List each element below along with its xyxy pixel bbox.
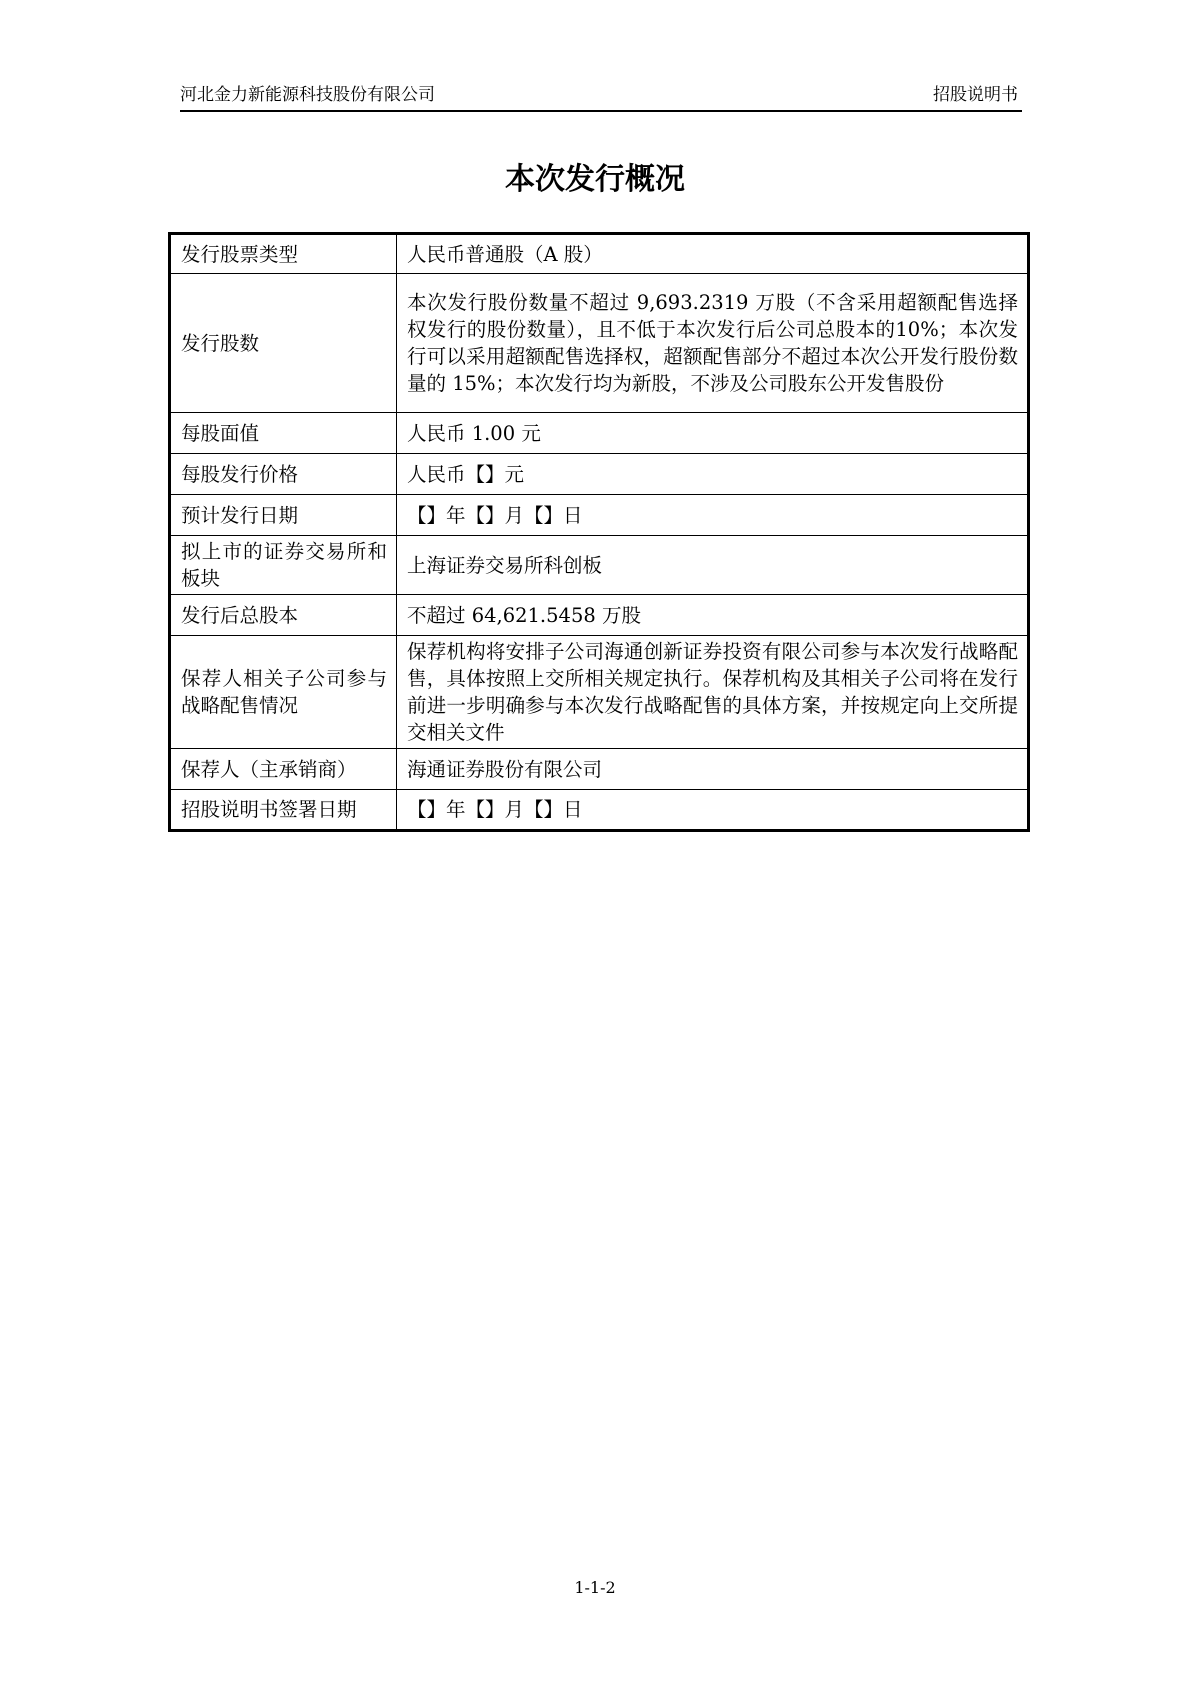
document-type: 招股说明书 [933,85,1018,105]
row-value: 人民币 1.00 元 [397,413,1029,454]
table-row [170,234,1029,274]
table-row [170,413,1029,454]
row-value: 【】年【】月【】日 [397,495,1029,536]
row-value: 人民币普通股（A 股） [397,234,1029,274]
row-label: 发行股数 [170,274,397,413]
table-row [170,790,1029,831]
table-row [170,536,1029,595]
row-label: 每股面值 [170,413,397,454]
page-header [180,84,1022,112]
table-row [170,595,1029,636]
row-label: 保荐人（主承销商） [170,749,397,790]
row-label: 发行后总股本 [170,595,397,636]
row-label: 招股说明书签署日期 [170,790,397,831]
row-label: 每股发行价格 [170,454,397,495]
company-name: 河北金力新能源科技股份有限公司 [180,85,435,105]
row-value: 海通证券股份有限公司 [397,749,1029,790]
row-value: 不超过 64,621.5458 万股 [397,595,1029,636]
row-label: 拟上市的证券交易所和板块 [170,536,397,595]
table-row [170,274,1029,413]
row-label: 发行股票类型 [170,234,397,274]
row-label: 预计发行日期 [170,495,397,536]
row-value: 人民币【】元 [397,454,1029,495]
table-row [170,495,1029,536]
row-label: 保荐人相关子公司参与战略配售情况 [170,636,397,749]
row-value: 上海证券交易所科创板 [397,536,1029,595]
page-title: 本次发行概况 [505,162,685,197]
table-row [170,454,1029,495]
row-value: 本次发行股份数量不超过 9,693.2319 万股（不含采用超额配售选择权发行的股份数量），且不低于本次发行后公司总股本的10%；本次发行可以采用超额配售选择权，超额配售部分不超过本次公开发行股份数量的 15%；本次发行均为新股，不涉及公司股东公开发售股份 [397,274,1029,413]
row-value: 保荐机构将安排子公司海通创新证券投资有限公司参与本次发行战略配售，具体按照上交所相关规定执行。保荐机构及其相关子公司将在发行前进一步明确参与本次发行战略配售的具体方案，并按规定向上交所提交相关文件 [397,636,1029,749]
row-value: 【】年【】月【】日 [397,790,1029,831]
table-row [170,636,1029,749]
table-row [170,749,1029,790]
page-number: 1-1-2 [574,1578,616,1597]
offering-summary-table [168,232,1030,832]
